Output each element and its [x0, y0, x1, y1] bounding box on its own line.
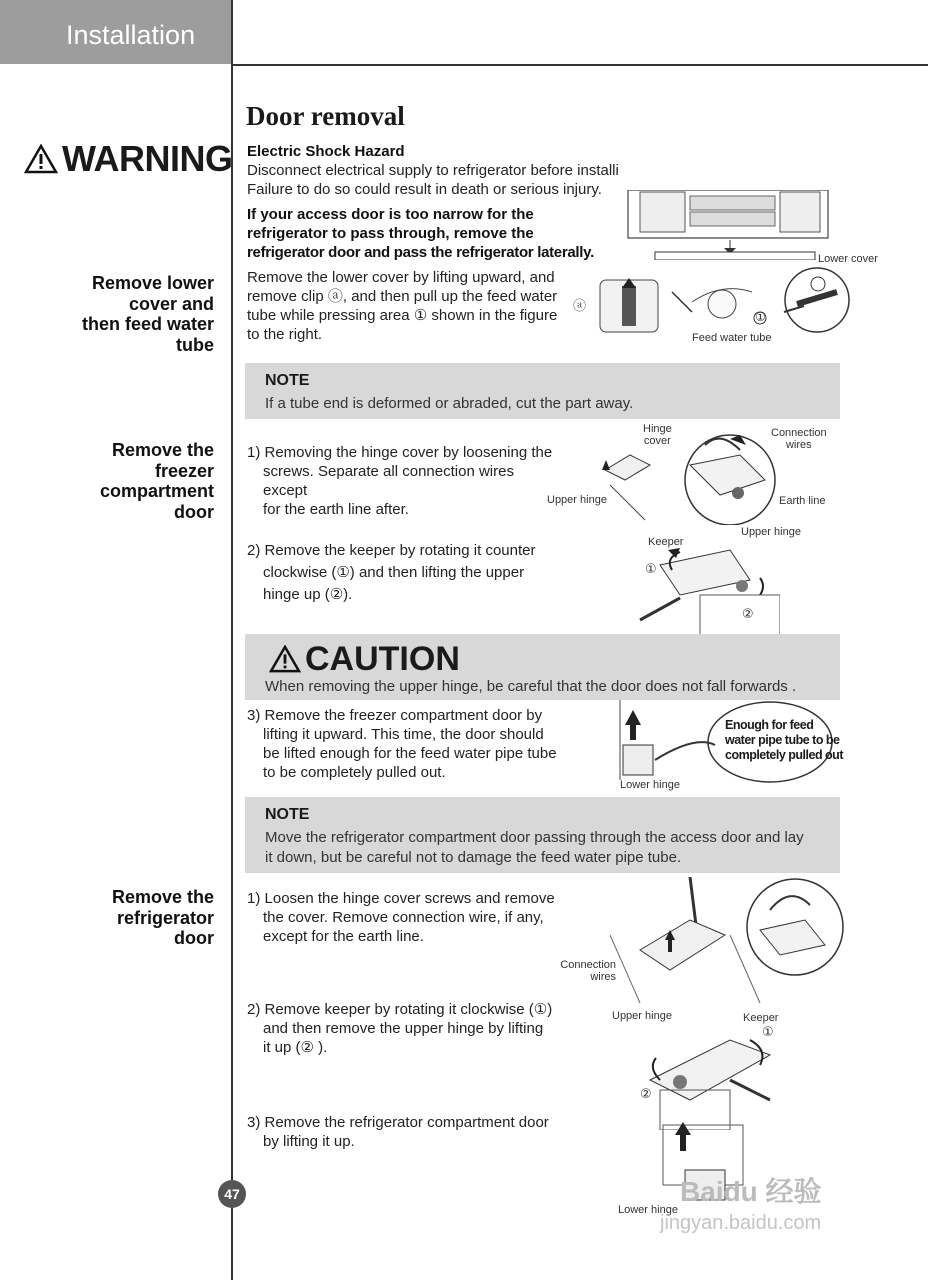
hazard-line: Failure to do so could result in death or serious injury. — [247, 181, 602, 198]
label-connection-wires — [771, 427, 827, 451]
refrigerator-step-2 — [247, 1000, 557, 1057]
feed-water-tube-figure — [572, 262, 852, 342]
heading-remove-refrigerator-door — [112, 887, 214, 949]
note-box — [245, 363, 840, 419]
refrigerator-hinge-cover-figure — [610, 875, 850, 1005]
heading-line: Remove lower — [91, 273, 214, 293]
step-line: hinge up (②). — [263, 586, 353, 603]
heading-line: cover and — [128, 293, 214, 314]
label-lower-cover: Lower cover — [818, 253, 878, 265]
step-line: screws. Separate all connection wires except — [263, 463, 514, 499]
freezer-step-3 — [247, 706, 567, 782]
access-warning — [247, 205, 617, 262]
heading-remove-freezer-door — [100, 440, 214, 522]
label-upper-hinge: Upper hinge — [741, 526, 801, 538]
caution-box — [245, 634, 840, 700]
refrigerator-step-3 — [247, 1113, 557, 1151]
caution-heading: CAUTION — [269, 640, 460, 679]
label-upper-hinge: Upper hinge — [612, 1010, 672, 1022]
callout-line: Enough for feed — [725, 718, 814, 732]
label-keeper: Keeper — [743, 1012, 779, 1024]
step-line: except for the earth line. — [263, 928, 424, 945]
step-line: be lifted enough for the feed water pipe tube — [263, 745, 557, 762]
hazard-line: Disconnect electrical supply to refrigerator before installi — [247, 162, 619, 179]
heading-line: compartment — [99, 481, 214, 501]
callout-line: completely pulled out — [725, 748, 843, 762]
label-step-2: ② — [742, 606, 754, 621]
step-line: for the earth line after. — [263, 501, 409, 518]
step-line: 1) Removing the hinge cover by loosening the — [247, 444, 553, 461]
heading-line: tube — [176, 334, 214, 355]
section-tab — [0, 0, 232, 64]
step-line: 2) Remove keeper by rotating it clockwise (①) — [247, 1001, 553, 1018]
label-connection-wires — [560, 959, 616, 983]
label-lower-hinge: Lower hinge — [620, 779, 680, 791]
label-upper-hinge: Upper hinge — [547, 494, 607, 506]
page-title: Door removal — [246, 101, 405, 131]
callout-line: water pipe tube to be — [725, 733, 840, 747]
step-line: 3) Remove the refrigerator compartment door — [247, 1114, 549, 1131]
heading-line: Remove the — [111, 887, 214, 907]
freezer-keeper-figure — [620, 540, 780, 635]
step-line: 1) Loosen the hinge cover screws and remove — [247, 890, 555, 907]
note-title: NOTE — [265, 372, 310, 389]
freezer-step-1 — [247, 443, 557, 519]
body-line: to the right. — [247, 326, 323, 343]
heading-line: door — [174, 928, 214, 948]
callout-enough-for-feed — [725, 718, 843, 763]
note-box — [245, 797, 840, 873]
label-step-1: ① — [645, 561, 657, 576]
label-line: Hinge — [643, 423, 672, 435]
heading-remove-lower-cover — [82, 273, 214, 355]
warning-triangle-icon — [269, 645, 301, 673]
step-line: it up (② ). — [263, 1039, 328, 1056]
note-text — [265, 828, 804, 867]
hazard-title: Electric Shock Hazard — [247, 143, 405, 160]
freezer-step-2 — [247, 540, 557, 606]
note-line: it down, but be careful not to damage the feed water pipe tube. — [265, 848, 682, 866]
step-line: clockwise (①) and then lifting the upper — [263, 564, 525, 581]
refrigerator-step-1 — [247, 889, 557, 946]
body-line: Remove the lower cover by lifting upward, and — [247, 269, 555, 286]
lower-cover-instructions — [247, 268, 567, 344]
warning-heading: WARNING — [24, 138, 233, 180]
access-line: If your access door is too narrow for the — [247, 206, 534, 223]
caution-text: When removing the upper hinge, be careful that the door does not fall forwards . — [265, 678, 797, 695]
page-number: 47 — [218, 1180, 246, 1208]
label-clip: ⓐ — [573, 298, 587, 313]
step-line: the cover. Remove connection wire, if any, — [263, 909, 544, 926]
watermark-url: jingyan.baidu.com — [660, 1212, 822, 1234]
label-line: wires — [785, 439, 812, 451]
label-hinge-cover — [643, 423, 672, 447]
label-line: cover — [643, 435, 671, 447]
label-line: wires — [590, 971, 616, 983]
label-step-2: ② — [640, 1086, 652, 1101]
access-line: refrigerator to pass through, remove the — [247, 225, 534, 242]
label-feed-water-tube: Feed water tube — [692, 332, 772, 344]
step-line: by lifting it up. — [263, 1133, 355, 1150]
label-line: Connection — [560, 959, 616, 971]
watermark-logo: Baidu 经验 — [680, 1176, 822, 1207]
heading-line: refrigerator — [116, 907, 214, 928]
label-area-1: ① — [755, 310, 766, 324]
step-line: 3) Remove the freezer compartment door by — [247, 707, 543, 724]
margin-divider — [231, 0, 233, 1280]
note-text: If a tube end is deformed or abraded, cut the part away. — [265, 395, 634, 412]
step-line: lifting it upward. This time, the door should — [263, 726, 544, 743]
access-line: refrigerator door and pass the refrigerator laterally. — [247, 244, 594, 261]
step-line: 2) Remove the keeper by rotating it counter — [247, 542, 536, 559]
label-step-1: ① — [762, 1024, 774, 1039]
note-line: Move the refrigerator compartment door passing through the access door and lay — [265, 829, 804, 846]
label-keeper: Keeper — [648, 536, 684, 548]
refrigerator-keeper-figure — [620, 1020, 820, 1130]
step-line: and then remove the upper hinge by lifting — [263, 1020, 544, 1037]
step-line: to be completely pulled out. — [263, 764, 446, 781]
label-lower-hinge: Lower hinge — [618, 1204, 678, 1216]
note-title: NOTE — [265, 806, 310, 823]
label-line: Connection — [771, 427, 827, 439]
heading-line: then feed water — [81, 314, 214, 334]
heading-line: Remove the — [111, 440, 214, 460]
refrigerator-front-figure — [620, 190, 850, 260]
header-rule — [232, 64, 928, 66]
body-line: tube while pressing area ① shown in the figure — [247, 307, 558, 324]
label-earth-line: Earth line — [779, 495, 826, 507]
body-line: remove clip ⓐ, and then pull up the feed water — [247, 288, 558, 305]
warning-triangle-icon — [24, 144, 58, 174]
warning-block — [247, 142, 627, 199]
heading-line: freezer — [154, 460, 214, 481]
section-title: Installation — [66, 20, 196, 50]
heading-line: door — [174, 501, 214, 522]
